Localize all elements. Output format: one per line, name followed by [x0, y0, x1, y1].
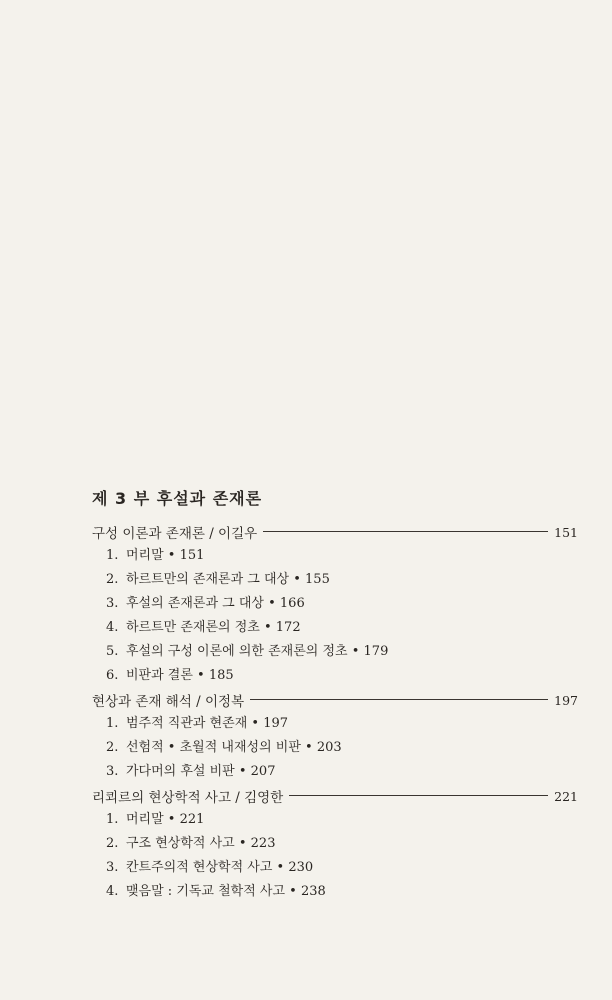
- section-entry: [92, 616, 578, 640]
- section-number: 4.: [106, 884, 119, 899]
- section-entry: [92, 832, 578, 856]
- section-entry: [92, 808, 578, 832]
- section-text: 칸트주의적 현상학적 사고 • 230: [126, 860, 314, 875]
- section-number: 3.: [106, 764, 119, 779]
- part-title: 제 3 부 후설과 존재론: [92, 489, 263, 508]
- chapter-title: 구성 이론과 존재론 / 이길우: [92, 526, 258, 542]
- chapter-page: 221: [554, 788, 578, 804]
- section-entry: [92, 712, 578, 736]
- section-text: 후설의 구성 이론에 의한 존재론의 정초 • 179: [126, 644, 389, 659]
- table-of-contents: [92, 488, 578, 904]
- section-number: 3.: [106, 860, 119, 875]
- section-text: 구조 현상학적 사고 • 223: [126, 836, 276, 851]
- section-number: 4.: [106, 620, 119, 635]
- leader-line: [250, 699, 548, 700]
- section-entry: [92, 880, 578, 904]
- section-number: 3.: [106, 596, 119, 611]
- section-entry: [92, 760, 578, 784]
- chapter-page: 197: [554, 692, 578, 708]
- section-text: 선험적 • 초월적 내재성의 비판 • 203: [126, 740, 342, 755]
- section-text: 후설의 존재론과 그 대상 • 166: [126, 596, 305, 611]
- section-text: 머리말 • 151: [126, 548, 205, 563]
- chapter-entry: [92, 688, 578, 712]
- section-text: 범주적 직관과 현존재 • 197: [126, 716, 289, 731]
- section-entry: [92, 592, 578, 616]
- chapter-title: 현상과 존재 해석 / 이정복: [92, 694, 245, 710]
- leader-line: [289, 795, 548, 796]
- section-number: 2.: [106, 572, 119, 587]
- section-number: 5.: [106, 644, 119, 659]
- chapter-entry: [92, 784, 578, 808]
- section-number: 6.: [106, 668, 119, 683]
- section-text: 비판과 결론 • 185: [126, 668, 234, 683]
- section-text: 맺음말 : 기독교 철학적 사고 • 238: [126, 884, 326, 899]
- section-entry: [92, 640, 578, 664]
- section-text: 하르트만의 존재론과 그 대상 • 155: [126, 572, 330, 587]
- section-text: 머리말 • 221: [126, 812, 205, 827]
- section-number: 2.: [106, 836, 119, 851]
- section-number: 2.: [106, 740, 119, 755]
- chapter-page: 151: [554, 524, 578, 540]
- section-number: 1.: [106, 812, 119, 827]
- leader-line: [263, 531, 548, 532]
- section-entry: [92, 664, 578, 688]
- section-entry: [92, 568, 578, 592]
- section-text: 가다머의 후설 비판 • 207: [126, 764, 276, 779]
- section-entry: [92, 736, 578, 760]
- section-entry: [92, 544, 578, 568]
- chapter-title: 리쾨르의 현상학적 사고 / 김영한: [92, 790, 284, 806]
- section-number: 1.: [106, 716, 119, 731]
- section-number: 1.: [106, 548, 119, 563]
- section-text: 하르트만 존재론의 정초 • 172: [126, 620, 301, 635]
- chapter-entry: [92, 520, 578, 544]
- section-entry: [92, 856, 578, 880]
